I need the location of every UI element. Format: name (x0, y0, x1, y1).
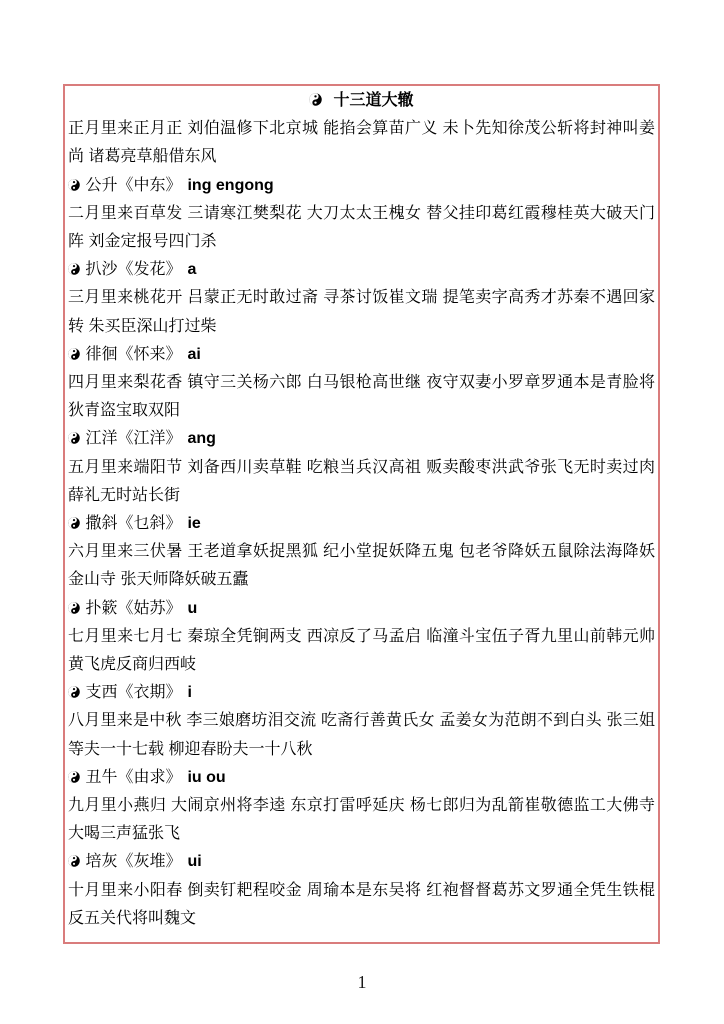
verse-paragraph (68, 538, 655, 594)
rhyme-entry (68, 172, 655, 200)
verse-text: 三月里来桃花开 吕蒙正无时敢过斋 寻茶讨饭崔文瑞 提笔卖字高秀才苏秦不遇回家转 朱买臣深山打过柴 (68, 289, 655, 335)
rhyme-label: 培灰《灰堆》 (85, 853, 182, 871)
verse-text: 五月里来端阳节 刘备西川卖草鞋 吃粮当兵汉高祖 贩卖酸枣洪武爷张飞无时卖过肉 薛礼无时站长街 (68, 458, 655, 504)
rhyme-label: 江洋《江洋》 (85, 430, 182, 448)
yin-yang-icon (68, 771, 80, 783)
rhyme-label: 撒斜《乜斜》 (85, 515, 182, 533)
rhyme-entry (68, 595, 655, 623)
rhyme-pinyin: a (187, 261, 197, 279)
verse-paragraph (68, 707, 655, 763)
rhyme-entry (68, 848, 655, 876)
verse-paragraph (68, 623, 655, 679)
rhyme-pinyin: u (187, 599, 198, 617)
page-number: 1 (357, 972, 367, 992)
content-border (63, 84, 660, 944)
verse-text: 十月里来小阳春 倒卖钉耙程咬金 周瑜本是东吴将 红袍督督葛苏文罗通全凭生铁棍 反五关代将叫魏文 (68, 881, 655, 927)
rhyme-pinyin: ang (187, 430, 216, 448)
rhyme-entry (68, 256, 655, 284)
content-list (68, 115, 655, 933)
verse-paragraph (68, 877, 655, 933)
yin-yang-icon (68, 263, 80, 275)
rhyme-label: 徘徊《怀来》 (85, 345, 182, 363)
yin-yang-icon (68, 517, 80, 529)
yin-yang-icon (68, 348, 80, 360)
rhyme-entry (68, 510, 655, 538)
verse-paragraph (68, 200, 655, 256)
page-title: 十三道大辙 (333, 92, 414, 109)
rhyme-pinyin: ing engong (187, 176, 274, 194)
yin-yang-icon (68, 602, 80, 614)
rhyme-pinyin: iu ou (187, 768, 226, 786)
rhyme-label: 丑牛《由求》 (85, 768, 182, 786)
yin-yang-icon (68, 855, 80, 867)
verse-paragraph (68, 369, 655, 425)
yin-yang-icon (68, 179, 80, 191)
verse-paragraph (68, 115, 655, 171)
verse-text: 六月里来三伏暑 王老道拿妖捉黑狐 纪小堂捉妖降五鬼 包老爷降妖五鼠除法海降妖金山寺 张天师降妖破五蠹 (68, 543, 655, 589)
yin-yang-icon (68, 771, 80, 783)
verse-text: 二月里来百草发 三请寒江樊梨花 大刀太太王槐女 替父挂印葛红霞穆桂英大破天门阵 刘金定报号四门杀 (68, 204, 655, 251)
yin-yang-icon (68, 855, 80, 867)
yin-yang-icon (68, 686, 80, 698)
yin-yang-icon (68, 179, 80, 191)
yin-yang-icon (68, 432, 80, 444)
document-title-line (68, 87, 655, 115)
yin-yang-icon (309, 93, 322, 106)
rhyme-pinyin: ie (187, 515, 201, 533)
yin-yang-icon (68, 602, 80, 614)
rhyme-label: 支西《衣期》 (85, 684, 182, 702)
yin-yang-icon (68, 432, 80, 444)
verse-paragraph (68, 284, 655, 340)
yin-yang-icon (68, 686, 80, 698)
rhyme-entry (68, 679, 655, 707)
yin-yang-icon (309, 93, 322, 106)
yin-yang-icon (68, 517, 80, 529)
rhyme-pinyin: i (187, 684, 192, 702)
rhyme-pinyin: ai (187, 345, 201, 363)
rhyme-label: 扒沙《发花》 (85, 261, 182, 279)
verse-text: 九月里小燕归 大闹京州将李逵 东京打雷呼延庆 杨七郎归为乱箭崔敬德监工大佛寺 大喝三声猛张飞 (68, 797, 655, 843)
rhyme-entry (68, 341, 655, 369)
rhyme-entry (68, 764, 655, 792)
verse-paragraph (68, 454, 655, 510)
rhyme-label: 扑簌《姑苏》 (85, 599, 182, 617)
verse-text: 四月里来梨花香 镇守三关杨六郎 白马银枪高世继 夜守双妻小罗章罗通本是青脸将 狄青盗宝取双阳 (68, 374, 655, 420)
rhyme-pinyin: ui (187, 853, 202, 871)
verse-text: 正月里来正月正 刘伯温修下北京城 能掐会算苗广义 未卜先知徐茂公斩将封神叫姜尚 诸葛亮草船借东风 (68, 120, 655, 166)
yin-yang-icon (68, 263, 80, 275)
verse-text: 八月里来是中秋 李三娘磨坊泪交流 吃斋行善黄氏女 孟姜女为范朗不到白头 张三姐等夫一十七载 柳迎春盼夫一十八秋 (68, 712, 655, 758)
yin-yang-icon (68, 348, 80, 360)
rhyme-entry (68, 425, 655, 453)
verse-text: 七月里来七月七 秦琼全凭锏两支 西凉反了马孟启 临潼斗宝伍子胥九里山前韩元帅 黄飞虎反商归西岐 (68, 627, 655, 674)
rhyme-label: 公升《中东》 (85, 176, 182, 194)
verse-paragraph (68, 792, 655, 848)
